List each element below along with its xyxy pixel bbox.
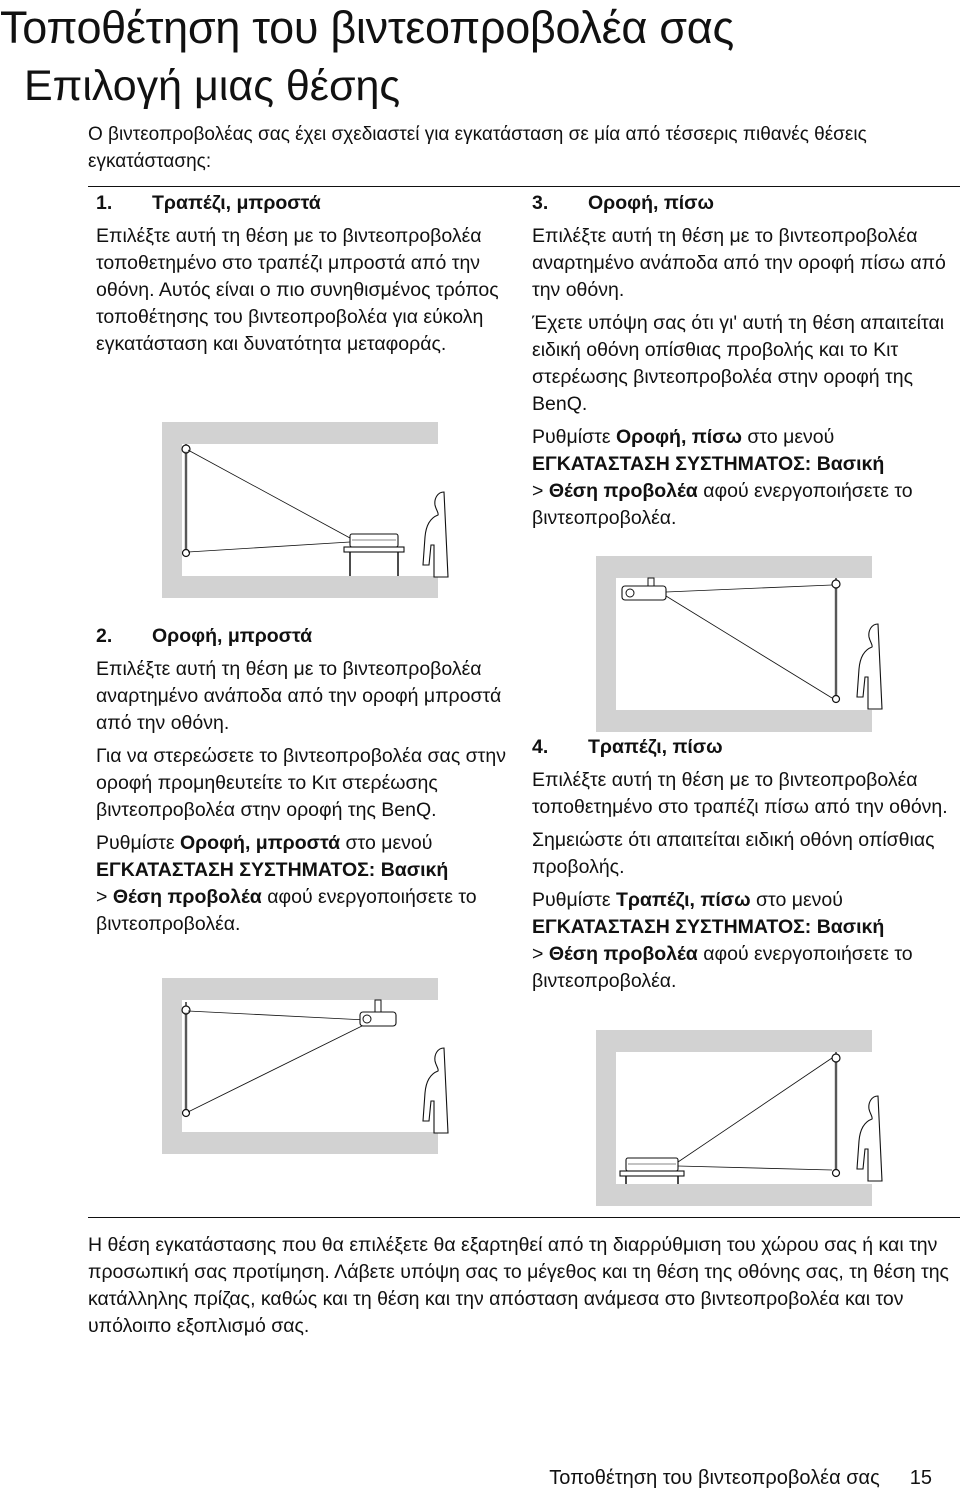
menu-instruction: Ρυθμίστε Οροφή, μπροστά στο μενού ΕΓΚΑΤΑΣΤΑΣΗ ΣΥΣΤΗΜΑΤΟΣ: Βασική > Θέση προβολέα αφού ενεργοποιήσετε το βιντεοπροβολέα. <box>96 832 477 935</box>
position-ceiling-rear <box>532 190 952 538</box>
menu-instruction: Ρυθμίστε Τραπέζι, πίσω στο μενού ΕΓΚΑΤΑΣΤΑΣΗ ΣΥΣΤΗΜΑΤΟΣ: Βασική > Θέση προβολέα αφού ενεργοποιήσετε το βιντεοπροβολέα. <box>532 889 913 992</box>
position-heading: 4. Τραπέζι, πίσω <box>532 736 723 758</box>
page-title: Τοποθέτηση του βιντεοπροβολέα σας <box>0 2 734 53</box>
section-heading: Επιλογή μιας θέσης <box>24 62 401 110</box>
position-description: Επιλέξτε αυτή τη θέση με το βιντεοπροβολέα αναρτημένο ανάποδα από την οροφή πίσω από την οθόνη. <box>532 225 946 301</box>
divider-top <box>88 186 960 187</box>
ceiling-front-diagram <box>162 978 442 1156</box>
page-footer <box>549 1467 932 1490</box>
position-heading: 1. Τραπέζι, μπροστά <box>96 192 321 214</box>
intro-paragraph: Ο βιντεοπροβολέας σας έχει σχεδιαστεί για εγκατάσταση σε μία από τέσσερις πιθανές θέσεις εγκατάστασης: <box>88 124 867 172</box>
menu-instruction: Ρυθμίστε Οροφή, πίσω στο μενού ΕΓΚΑΤΑΣΤΑΣΗ ΣΥΣΤΗΜΑΤΟΣ: Βασική > Θέση προβολέα αφού ενεργοποιήσετε το βιντεοπροβολέα. <box>532 426 913 529</box>
rear-screen-note: Σημειώστε ότι απαιτείται ειδική οθόνη οπίσθιας προβολής. <box>532 829 935 878</box>
table-front-diagram <box>162 422 442 600</box>
position-description: Επιλέξτε αυτή τη θέση με το βιντεοπροβολέα τοποθετημένο στο τραπέζι μπροστά από την οθόνη. Αυτός είναι ο πιο συνηθισμένος τρόπος τοποθέτησης του βιντεοπροβολέα για εύκολη εγκατάσταση και δυνατότητα μεταφοράς. <box>96 225 499 355</box>
position-heading: 2. Οροφή, μπροστά <box>96 625 313 647</box>
rear-screen-note: Έχετε υπόψη σας ότι γι' αυτή τη θέση απαιτείται ειδική οθόνη οπίσθιας προβολής και το Κιτ στερέωσης βιντεοπροβολέα στην οροφή της BenQ. <box>532 312 945 415</box>
note-paragraph: Η θέση εγκατάστασης που θα επιλέξετε θα εξαρτηθεί από τη διαρρύθμιση του χώρου σας ή και την προσωπική σας προτίμηση. Λάβετε υπόψη σας το μέγεθος και τη θέση της οθόνης σας, τη θέση της κατάλληλης πρίζας, καθώς και τη θέση και την απόσταση ανάμεσα στο βιντεοπροβολέα και τον υπόλοιπο εξοπλισμό σας. <box>88 1234 949 1337</box>
table-rear-diagram <box>596 1030 876 1208</box>
position-description: Επιλέξτε αυτή τη θέση με το βιντεοπροβολέα αναρτημένο ανάποδα από την οροφή μπροστά από την οθόνη. <box>96 658 502 734</box>
position-table-front <box>96 190 516 364</box>
footer-label: Τοποθέτηση του βιντεοπροβολέα σας <box>549 1467 880 1489</box>
position-table-rear <box>532 734 952 1001</box>
position-ceiling-front <box>96 623 526 944</box>
position-heading: 3. Οροφή, πίσω <box>532 192 714 214</box>
ceiling-rear-diagram <box>596 556 876 734</box>
divider-bottom <box>88 1217 960 1218</box>
page-number: 15 <box>909 1467 932 1489</box>
mount-kit-note: Για να στερεώσετε το βιντεοπροβολέα σας στην οροφή προμηθευτείτε το Κιτ στερέωσης βιντεοπροβολέα στην οροφή της BenQ. <box>96 745 506 821</box>
position-description: Επιλέξτε αυτή τη θέση με το βιντεοπροβολέα τοποθετημένο στο τραπέζι πίσω από την οθόνη. <box>532 769 948 818</box>
